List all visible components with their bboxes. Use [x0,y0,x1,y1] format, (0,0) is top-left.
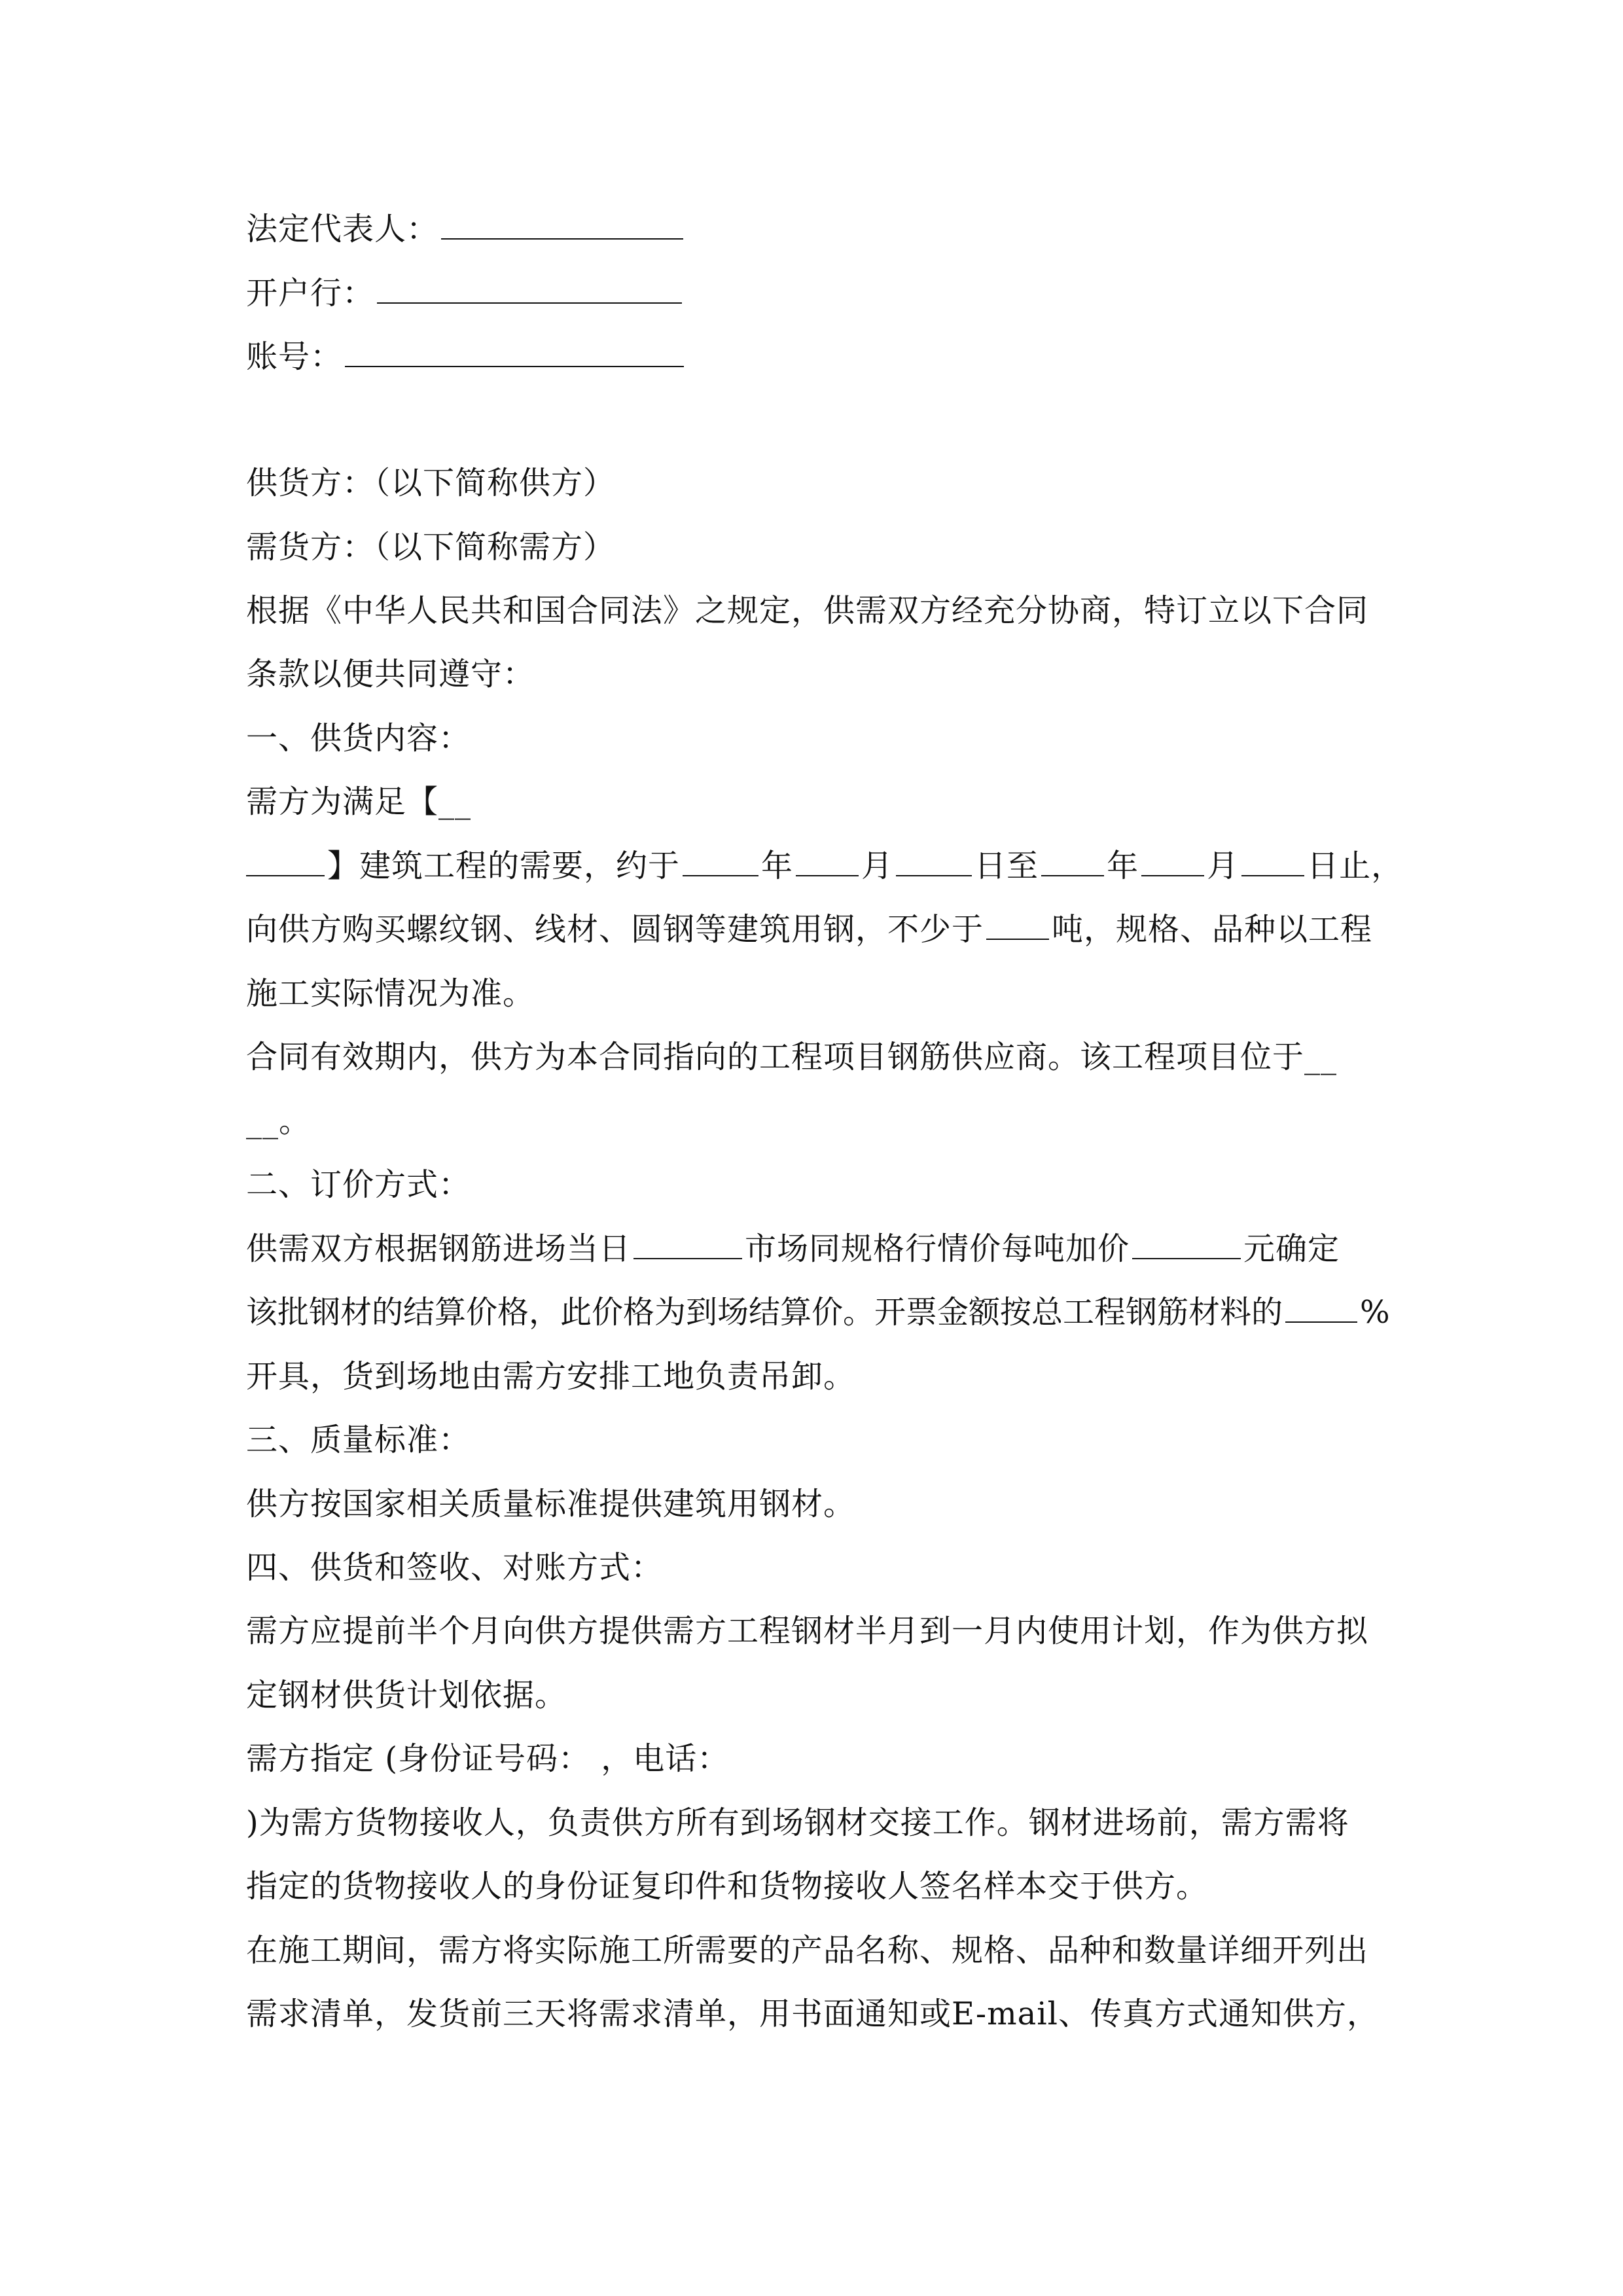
section4-line-2: 定钢材供货计划依据。 [246,1677,567,1713]
section4-line-3: 需方指定 (身份证号码： ，电话： [246,1740,730,1777]
buyer-line: 需货方：（以下简称需方） [246,529,616,565]
start-day-blank [896,846,972,876]
bank-field [246,274,685,313]
section4-line-7: 需求清单，发货前三天将需求清单，用书面通知或E-mail、传真方式通知供方， [246,1996,1379,2032]
invoice-text: 该批钢材的结算价格，此价格为到场结算价。开票金额按总工程钢筋材料的 [246,1294,1283,1331]
section1-p2-b: __。 [246,1103,312,1139]
section2-line-2 [246,1293,1390,1332]
section4-line-6: 在施工期间，需方将实际施工所需要的产品名称、规格、品种和数量详细开列出 [246,1932,1369,1969]
tonnage-text: 吨，规格、品种以工程 [1052,911,1373,948]
project-need-text: 】建筑工程的需要，约于 [327,848,681,884]
account-blank [345,337,684,367]
bank-label: 开户行： [246,275,375,312]
section4-line-5: 指定的货物接收人的身份证复印件和货物接收人签名样本交于供方。 [246,1868,1209,1905]
account-label: 账号： [246,338,343,375]
end-month-blank [1141,846,1204,876]
pricing-text-a: 供需双方根据钢筋进场当日 [246,1230,632,1267]
section2-line-3: 开具，货到场地由需方安排工地负责吊卸。 [246,1358,856,1395]
section4-line-1: 需方应提前半个月向供方提供需方工程钢材半月到一月内使用计划，作为供方拟 [246,1613,1369,1649]
end-year-blank [1041,846,1104,876]
section4-heading: 四、供货和签收、对账方式： [246,1549,664,1586]
percent-blank [1285,1293,1357,1323]
day-end-text: 日止， [1307,848,1404,884]
end-year-text: 年 [1107,848,1139,884]
section1-p1-a: 需方为满足【__ [246,783,472,820]
day-to-text: 日至 [974,848,1039,884]
intro-line-1: 根据《中华人民共和国合同法》之规定，供需双方经充分协商，特订立以下合同 [246,592,1369,629]
pricing-text-c: 元确定 [1243,1230,1340,1267]
legal-rep-blank [441,209,683,240]
section1-heading: 一、供货内容： [246,720,471,757]
purchase-text: 向供方购买螺纹钢、线材、圆钢等建筑用钢，不少于 [246,911,984,948]
start-month-text: 月 [861,848,894,884]
market-blank [633,1229,742,1259]
start-year-text: 年 [761,848,794,884]
supplier-line: 供货方：（以下简称供方） [246,465,616,501]
legal-rep-label: 法定代表人： [246,211,439,247]
section1-p1-c [246,910,1372,949]
percent-sign: % [1360,1294,1390,1331]
section4-line-4: )为需方货物接收人，负责供方所有到场钢材交接工作。钢材进场前，需方需将 [246,1804,1349,1841]
section1-p1-b [246,846,1403,886]
end-day-blank [1241,846,1304,876]
pricing-text-b: 市场同规格行情价每吨加价 [745,1230,1130,1267]
project-name-blank [246,846,325,876]
intro-line-2: 条款以便共同遵守： [246,656,535,692]
legal-rep-field [246,209,686,249]
section1-p2-a: 合同有效期内，供方为本合同指向的工程项目钢筋供应商。该工程项目位于__ [246,1039,1338,1075]
tonnage-blank [986,910,1049,940]
section2-heading: 二、订价方式： [246,1166,471,1203]
section3-line-1: 供方按国家相关质量标准提供建筑用钢材。 [246,1486,856,1522]
markup-blank [1132,1229,1241,1259]
section2-line-1 [246,1229,1340,1268]
end-month-text: 月 [1207,848,1240,884]
section1-p1-d: 施工实际情况为准。 [246,975,535,1012]
start-month-blank [796,846,859,876]
account-field [246,337,687,376]
section3-heading: 三、质量标准： [246,1422,471,1458]
bank-blank [377,274,682,304]
start-year-blank [683,846,758,876]
